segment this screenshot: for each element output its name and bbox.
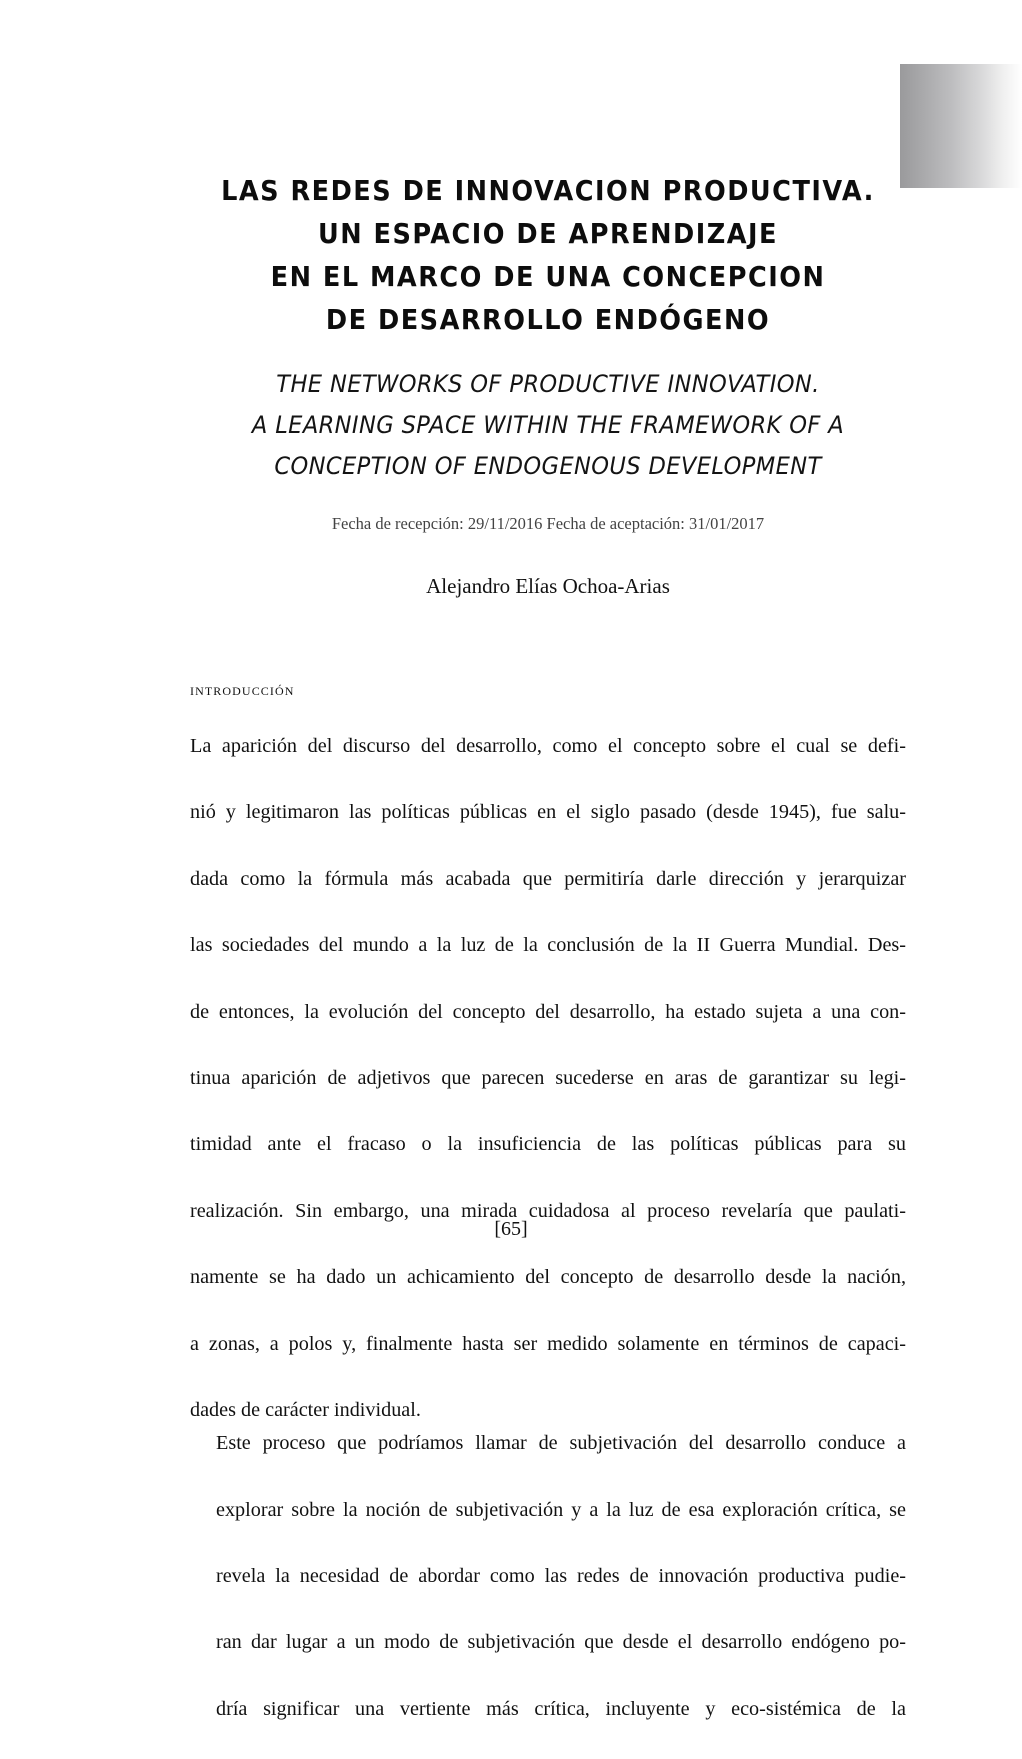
- paragraph-1-line: a zonas, a polos y, finalmente hasta ser medido solamente en términos de capaci-: [190, 1332, 906, 1355]
- subtitle-line-2: A LEARNING SPACE WITHIN THE FRAMEWORK OF A: [251, 411, 845, 439]
- title-line-4: DE DESARROLLO ENDÓGENO: [325, 304, 771, 336]
- article-title: [190, 170, 906, 342]
- paragraph-1-line: de entonces, la evolución del concepto del desarrollo, ha estado sujeta a una con-: [190, 1000, 906, 1023]
- paragraph-1-line: las sociedades del mundo a la luz de la conclusión de la II Guerra Mundial. Des-: [190, 934, 906, 957]
- paragraph-2-line: explorar sobre la noción de subjetivación y a la luz de esa exploración crítica, se: [216, 1498, 906, 1521]
- section-heading-introduccion: introducción: [190, 680, 295, 699]
- paragraph-2-line: revela la necesidad de abordar como las redes de innovación productiva pudie-: [216, 1565, 906, 1588]
- page-content-column: [190, 0, 906, 1759]
- author-name: Alejandro Elías Ochoa-Arias: [426, 574, 670, 598]
- paragraph-1-line: nió y legitimaron las políticas públicas en el siglo pasado (desde 1945), fue salu-: [190, 801, 906, 824]
- paragraph-2: [190, 1427, 906, 1759]
- page-number: [65]: [494, 1218, 528, 1240]
- submission-dates: Fecha de recepción: 29/11/2016 Fecha de aceptación: 31/01/2017: [331, 514, 765, 533]
- subtitle-line-3: CONCEPTION OF ENDOGENOUS DEVELOPMENT: [274, 452, 822, 480]
- scan-gradient-artifact: [900, 64, 1022, 188]
- paragraph-1-line: realización. Sin embargo, una mirada cuidadosa al proceso revelaría que paulati-: [190, 1199, 906, 1222]
- paragraph-1-line: dada como la fórmula más acabada que permitiría darle dirección y jerarquizar: [190, 867, 906, 890]
- paragraph-1-line: namente se ha dado un achicamiento del concepto de desarrollo desde la nación,: [190, 1266, 906, 1289]
- title-line-2: UN ESPACIO DE APRENDIZAJE: [317, 218, 779, 250]
- paragraph-1-line: La aparición del discurso del desarrollo, como el concepto sobre el cual se defi-: [190, 735, 906, 757]
- title-line-3: EN EL MARCO DE UNA CONCEPCION: [270, 261, 826, 293]
- subtitle-line-1: THE NETWORKS OF PRODUCTIVE INNOVATION.: [276, 370, 820, 398]
- body-text: [190, 730, 906, 1759]
- paragraph-1-line: timidad ante el fracaso o la insuficiencia de las políticas públicas para su: [190, 1133, 906, 1156]
- paragraph-2-line: ran dar lugar a un modo de subjetivación que desde el desarrollo endógeno po-: [216, 1631, 906, 1654]
- paragraph-2-line: dría significar una vertiente más crítica, incluyente y eco-sistémica de la: [216, 1697, 906, 1720]
- title-line-1: LAS REDES DE INNOVACION PRODUCTIVA.: [221, 175, 875, 207]
- paragraph-2-line: Este proceso que podríamos llamar de subjetivación del desarrollo conduce a: [216, 1432, 906, 1455]
- article-subtitle-english: [190, 364, 906, 487]
- paragraph-1-line: tinua aparición de adjetivos que parecen sucederse en aras de garantizar su legi-: [190, 1067, 906, 1090]
- paragraph-1-line: dades de carácter individual.: [190, 1399, 421, 1422]
- paragraph-1: [190, 730, 906, 1427]
